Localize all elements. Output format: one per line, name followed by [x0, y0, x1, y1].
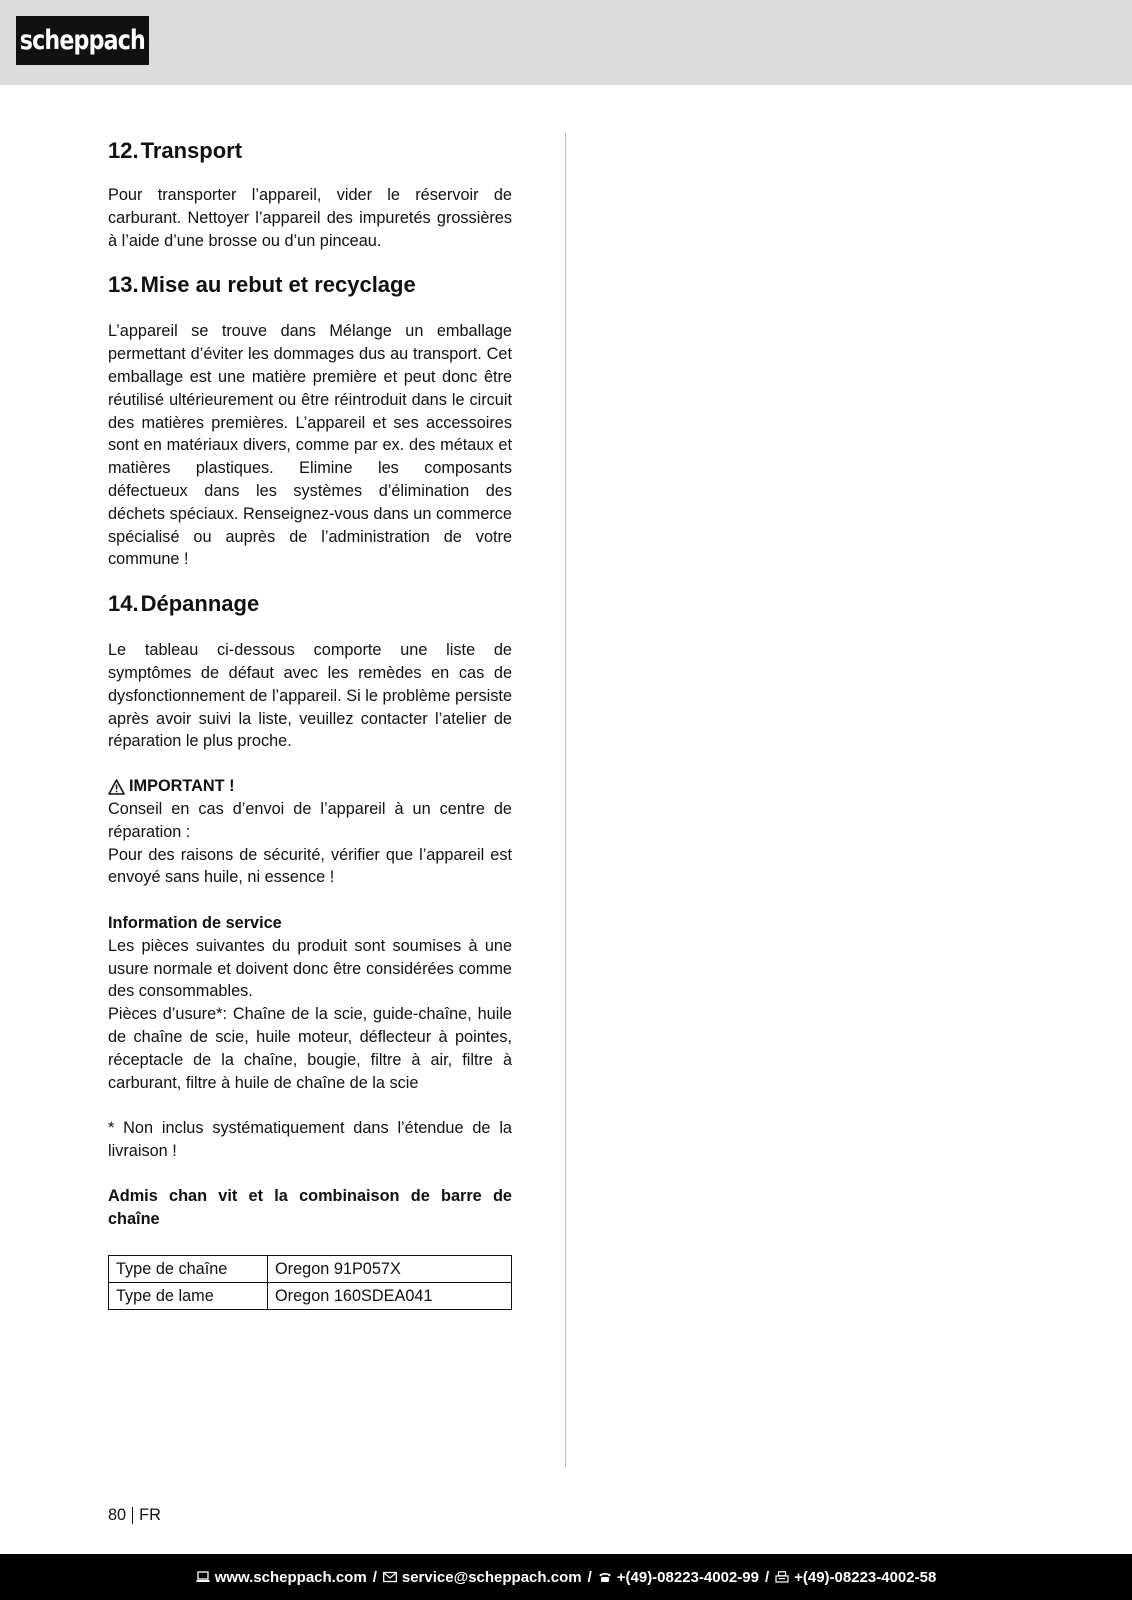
table-cell-value: Oregon 91P057X	[268, 1256, 512, 1283]
combination-title: Admis chan vit et la combinaison de barre de chaîne	[108, 1187, 512, 1229]
service-info-text-1: Les pièces suivantes du produit sont soumises à une usure normale et doivent donc être considérées comme des consommables.	[108, 936, 512, 1001]
service-info-title: Information de service	[108, 913, 282, 932]
troubleshooting-intro: Le tableau ci-dessous comporte une liste de symptômes de défaut avec les remèdes en cas de dysfonctionnement de l’appareil. Si le problème persiste après avoir suivi la liste, veuillez contacter l’atelier de réparation le plus proche.	[108, 641, 512, 751]
left-column	[108, 134, 512, 1310]
important-label: IMPORTANT !	[129, 777, 235, 796]
footer-email[interactable]	[383, 1569, 582, 1586]
fax-icon	[775, 1571, 789, 1583]
footer-phone[interactable]	[598, 1569, 759, 1586]
section-number: 12.	[108, 138, 139, 163]
table-cell-label: Type de lame	[109, 1283, 268, 1310]
footer-fax-text: +(49)-08223-4002-58	[794, 1568, 937, 1586]
section-transport	[108, 138, 512, 252]
footnote: * Non inclus systématiquement dans l’étendue de la livraison !	[108, 1119, 512, 1160]
page-number-value: 80	[108, 1506, 127, 1524]
section-heading-recycling	[108, 272, 512, 298]
recycling-paragraph: L’appareil se trouve dans Mélange un emballage permettant d’éviter les dommages dus au transport. Cet emballage est une matière première et peut donc être réutilisé ultérieurement ou être réintroduit dans le circuit des matières premières. L’appareil et ses accessoires sont en matériaux divers, comme par ex. des métaux et matières plastiques. Elimine les composants défectueux dans les systèmes d’élimination des déchets spéciaux. Renseignez-vous dans un commerce spécialisé ou auprès de l’administration de votre commune !	[108, 322, 512, 569]
transport-paragraph: Pour transporter l’appareil, vider le réservoir de carburant. Nettoyer l’appareil des impuretés grossières à l’aide d’une brosse ou d’un pinceau.	[108, 186, 512, 250]
page-language: FR	[139, 1506, 161, 1524]
section-heading-troubleshooting	[108, 591, 512, 617]
phone-icon	[598, 1571, 612, 1583]
table-cell-value: Oregon 160SDEA041	[268, 1283, 512, 1310]
section-recycling	[108, 272, 512, 571]
chain-bar-table	[108, 1255, 512, 1310]
page-number-separator	[132, 1507, 133, 1524]
important-text-1: Conseil en cas d’envoi de l’appareil à un centre de réparation :	[108, 799, 512, 841]
header-band	[0, 0, 1132, 85]
important-text-2: Pour des raisons de sécurité, vérifier que l’appareil est envoyé sans huile, ni essence !	[108, 845, 512, 887]
footer-website-text: www.scheppach.com	[214, 1568, 367, 1586]
section-number: 14.	[108, 591, 139, 617]
section-title: Mise au rebut et recyclage	[140, 272, 416, 298]
column-divider	[565, 133, 566, 1467]
footer-phone-text: +(49)-08223-4002-99	[616, 1568, 759, 1586]
logo-text: scheppach	[19, 25, 146, 56]
table-row	[109, 1283, 512, 1310]
service-info-text-2: Pièces d’usure*: Chaîne de la scie, guide-chaîne, huile de chaîne de scie, huile moteur, déflecteur à pointes, réceptacle de la chaîne, bougie, filtre à air, filtre à carburant, filtre à huile de chaîne de la scie	[108, 1005, 512, 1092]
mail-icon	[383, 1571, 397, 1583]
footer-separator: /	[587, 1568, 592, 1586]
section-troubleshooting	[108, 591, 512, 1310]
section-number: 13.	[108, 272, 139, 298]
warning-icon	[108, 779, 125, 795]
computer-icon	[196, 1571, 210, 1583]
page-number	[108, 1506, 161, 1525]
section-heading-transport	[108, 138, 512, 164]
table-cell-label: Type de chaîne	[109, 1256, 268, 1283]
table-row	[109, 1256, 512, 1283]
footer-website[interactable]	[196, 1569, 367, 1586]
section-title: Dépannage	[140, 591, 260, 617]
scheppach-logo[interactable]	[16, 16, 149, 65]
footer-bar	[0, 1554, 1132, 1600]
section-title: Transport	[140, 138, 243, 163]
footer-fax[interactable]	[775, 1569, 936, 1586]
footer-email-text: service@scheppach.com	[401, 1568, 582, 1586]
footer-separator: /	[764, 1568, 770, 1586]
important-heading	[108, 775, 512, 798]
footer-separator: /	[372, 1568, 377, 1586]
